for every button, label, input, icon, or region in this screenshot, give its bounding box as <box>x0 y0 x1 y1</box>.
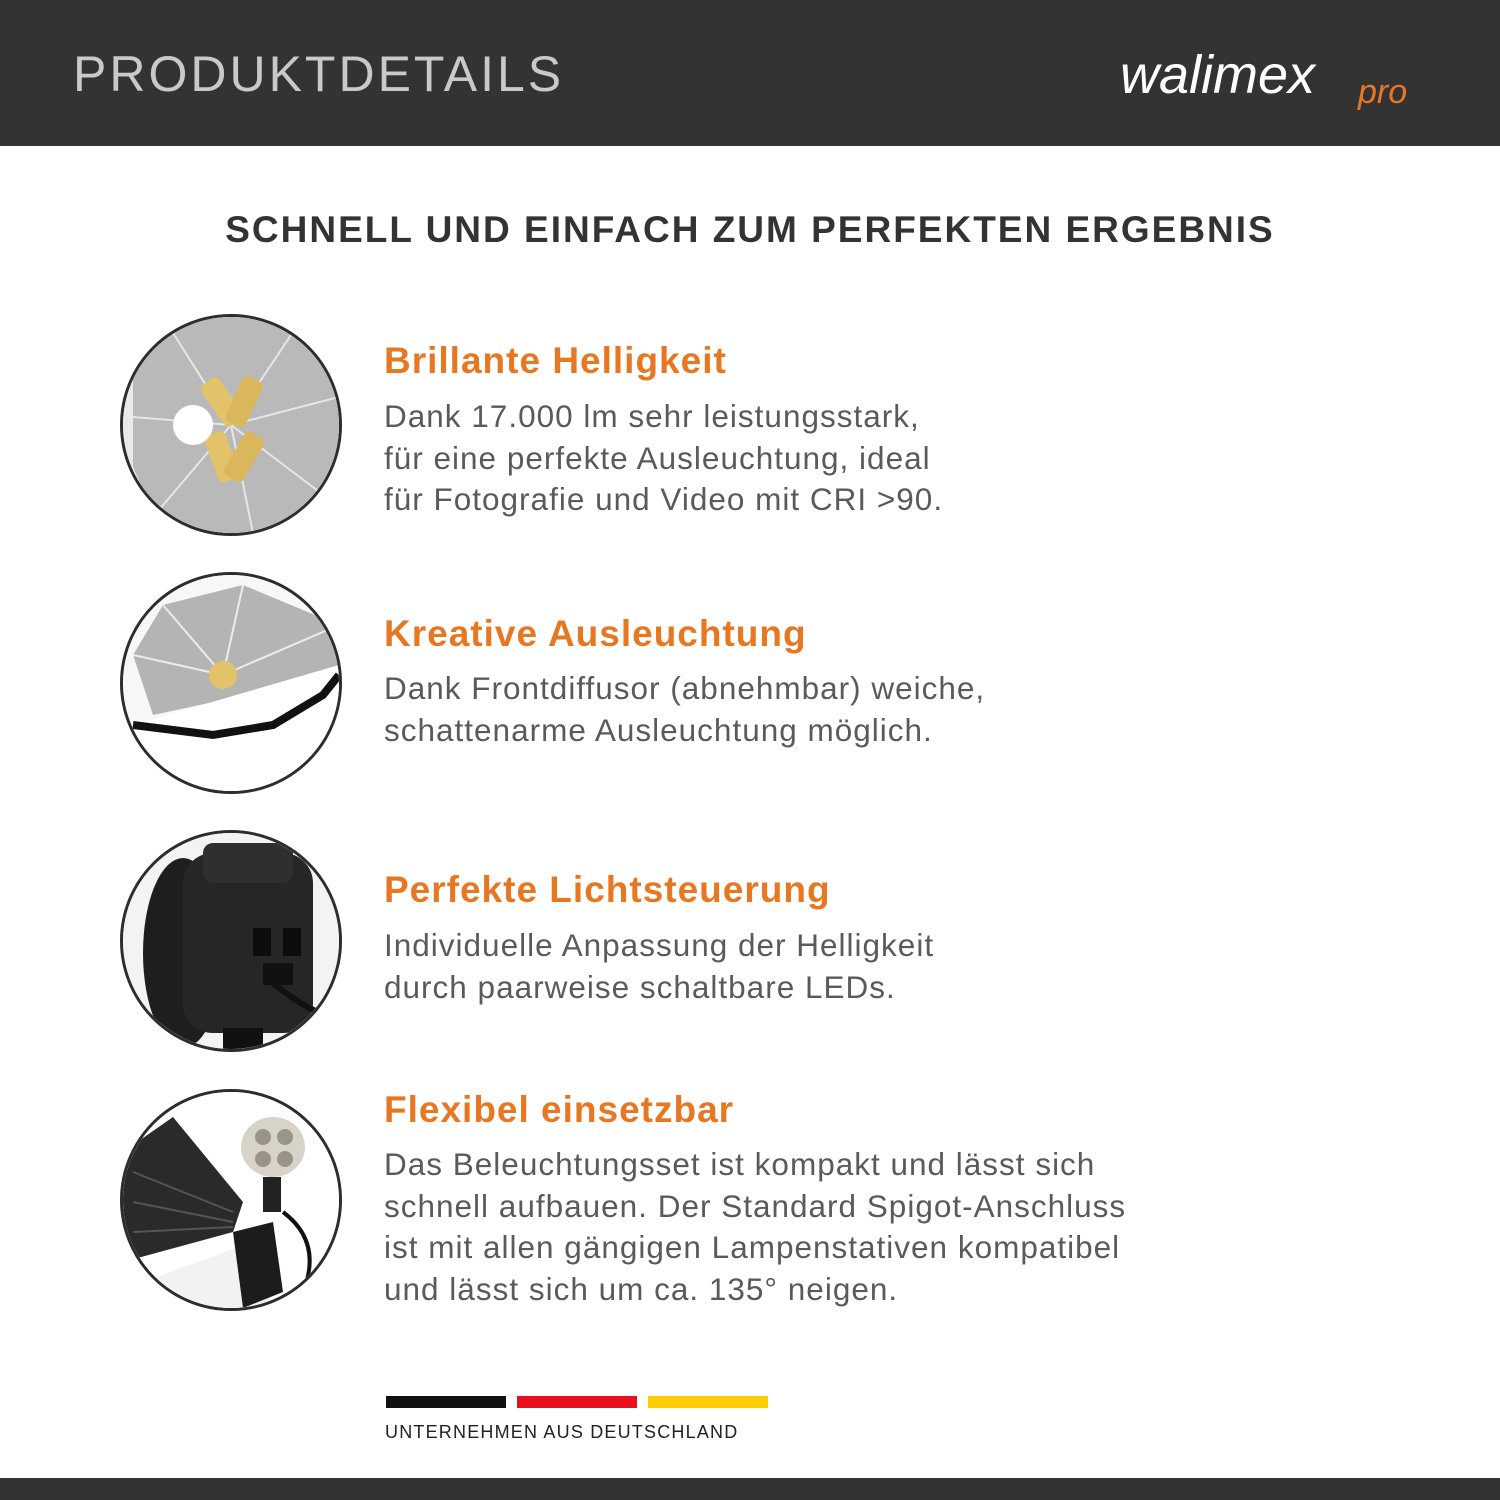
feature-text-line: Das Beleuchtungsset ist kompakt und lässt sich <box>384 1146 1096 1182</box>
feature-text-line: schnell aufbauen. Der Standard Spigot-Anschluss <box>384 1187 1127 1224</box>
softbox-led-bulbs-photo <box>120 314 342 536</box>
feature-description <box>384 1144 1284 1310</box>
feature-description <box>384 396 1284 521</box>
feature-text-line: für eine perfekte Ausleuchtung, ideal <box>384 439 931 476</box>
feature-title: Flexibel einsetzbar <box>384 1089 735 1130</box>
feature-description <box>384 925 1284 1008</box>
lamp-head-switches-photo <box>120 830 342 1052</box>
feature-title: Brillante Helligkeit <box>384 340 727 381</box>
header-bar <box>0 0 1500 146</box>
feature-text-line: Dank Frontdiffusor (abnehmbar) weiche, <box>384 670 986 706</box>
flag-stripe-red <box>517 1396 637 1408</box>
feature-title: Kreative Ausleuchtung <box>384 613 807 654</box>
softbox-diffusor-photo <box>120 572 342 794</box>
flag-stripe-black <box>386 1396 506 1408</box>
flag-stripe-gold <box>648 1396 768 1408</box>
walimex-pro-logo <box>1120 35 1440 115</box>
feature-text-line: Dank 17.000 lm sehr leistungsstark, <box>384 398 920 434</box>
page-title: PRODUKTDETAILS <box>73 46 565 102</box>
feature-text-line: Individuelle Anpassung der Helligkeit <box>384 927 935 963</box>
feature-text-line: und lässt sich um ca. 135° neigen. <box>384 1270 899 1307</box>
feature-text-line: für Fotografie und Video mit CRI >90. <box>384 481 944 517</box>
main-headline: SCHNELL UND EINFACH ZUM PERFEKTEN ERGEBNIS <box>225 209 1275 250</box>
company-origin-label: UNTERNEHMEN AUS DEUTSCHLAND <box>385 1422 739 1442</box>
feature-title: Perfekte Lichtsteuerung <box>384 869 831 910</box>
set-components-photo <box>120 1089 342 1311</box>
feature-text-line: durch paarweise schaltbare LEDs. <box>384 968 896 1005</box>
logo-sub-text: pro <box>1358 73 1408 111</box>
feature-text-line: ist mit allen gängigen Lampenstativen kompatibel <box>384 1229 1121 1265</box>
logo-main-text: walimex <box>1120 45 1316 105</box>
feature-text-line: schattenarme Ausleuchtung möglich. <box>384 711 933 748</box>
footer-bar <box>0 1478 1500 1500</box>
feature-description <box>384 668 1284 751</box>
